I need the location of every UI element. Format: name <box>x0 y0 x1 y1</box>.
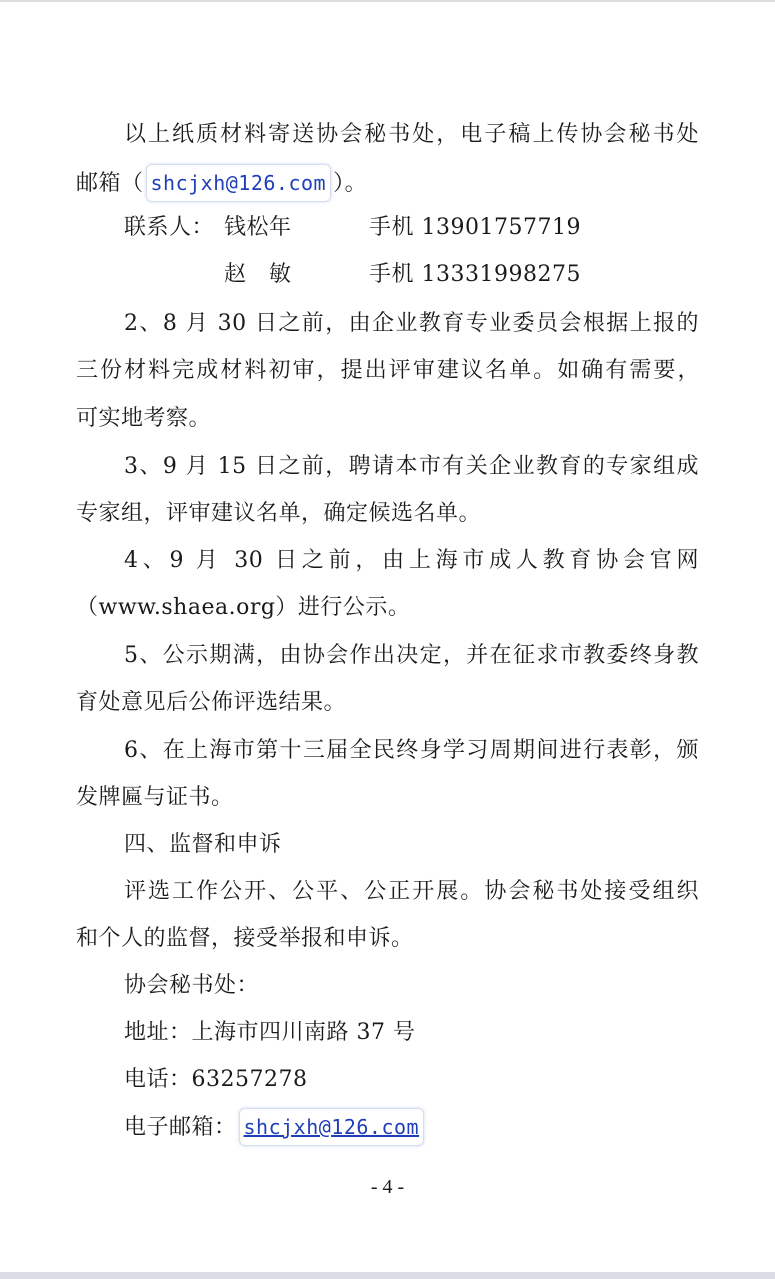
contact-name-1: 钱松年 <box>224 215 292 240</box>
page-number: - 4 - <box>370 1176 405 1198</box>
mailbox-prefix: 邮箱（ <box>76 171 144 196</box>
email-line <box>124 1108 426 1146</box>
mailbox-line <box>76 164 367 202</box>
secretariat-heading: 协会秘书处： <box>124 973 260 998</box>
paragraph-line: 6、在上海市第十三届全民终身学习周期间进行表彰，颁 <box>124 738 699 763</box>
paragraph-line: 育处意见后公佈评选结果。 <box>76 690 347 715</box>
contacts-label: 联系人： <box>124 215 215 240</box>
secretariat-email-link[interactable]: shcjxh@126.com <box>239 1108 425 1146</box>
mailbox-suffix: ）。 <box>333 171 368 196</box>
email-label: 电子邮箱： <box>124 1115 237 1140</box>
paragraph-line: 4、9 月 30 日之前，由上海市成人教育协会官网 <box>124 548 699 573</box>
paragraph-line: 和个人的监督，接受举报和申诉。 <box>76 926 414 951</box>
contact-line-1 <box>124 213 581 243</box>
paragraph-line: （www.shaea.org）进行公示。 <box>76 595 411 620</box>
paragraph-line: 专家组，评审建议名单，确定候选名单。 <box>76 501 482 526</box>
address-line: 地址：上海市四川南路 37 号 <box>124 1020 416 1045</box>
contact-phone-2: 手机 13331998275 <box>369 262 581 287</box>
page-top-edge <box>0 0 775 2</box>
mailbox-email-link[interactable]: shcjxh@126.com <box>146 164 332 202</box>
contact-name-2: 赵 敏 <box>224 262 292 287</box>
contact-line-2 <box>224 260 581 290</box>
section-heading: 四、监督和申诉 <box>124 832 282 857</box>
paragraph-line: 可实地考察。 <box>76 406 212 431</box>
contact-phone-1: 手机 13901757719 <box>369 215 581 240</box>
paragraph-line: 发牌匾与证书。 <box>76 785 234 810</box>
paragraph-line: 三份材料完成材料初审，提出评审建议名单。如确有需要， <box>76 358 700 383</box>
paragraph-line: 以上纸质材料寄送协会秘书处，电子稿上传协会秘书处 <box>124 122 699 147</box>
page-bottom-edge <box>0 1272 775 1279</box>
paragraph-line: 5、公示期满，由协会作出决定，并在征求市教委终身教 <box>124 643 699 668</box>
phone-line: 电话：63257278 <box>124 1067 308 1092</box>
paragraph-line: 3、9 月 15 日之前，聘请本市有关企业教育的专家组成 <box>124 454 699 479</box>
paragraph-line: 2、8 月 30 日之前，由企业教育专业委员会根据上报的 <box>124 311 699 336</box>
paragraph-line: 评选工作公开、公平、公正开展。协会秘书处接受组织 <box>124 879 699 904</box>
